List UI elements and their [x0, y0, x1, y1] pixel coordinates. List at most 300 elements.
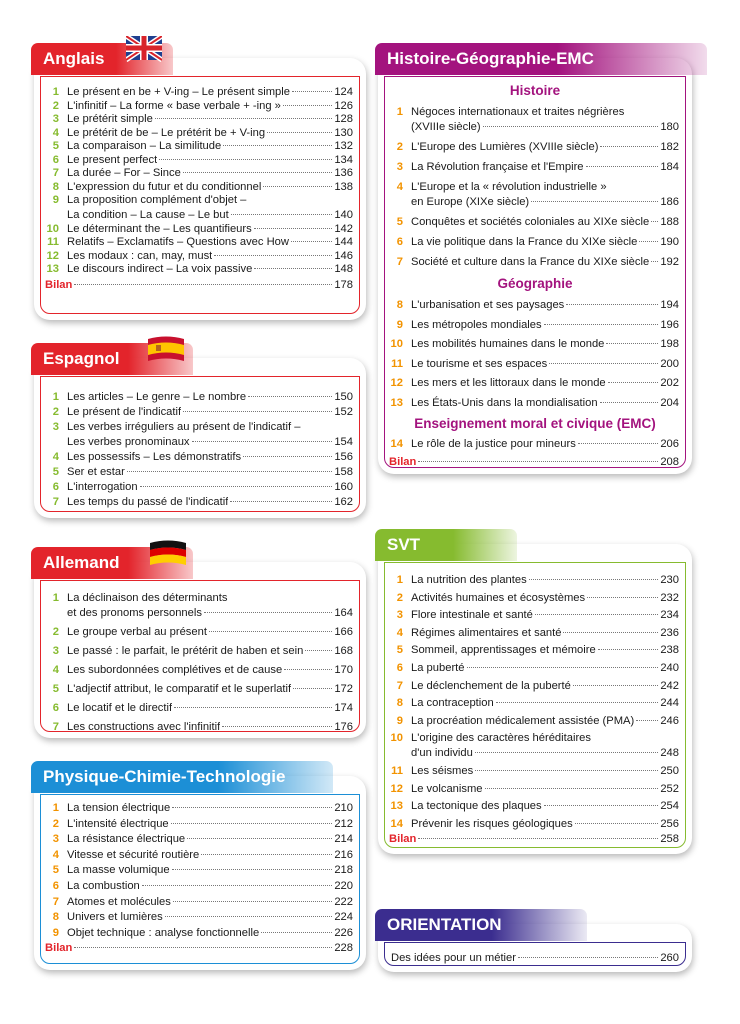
chapter-number: 7 — [52, 167, 59, 179]
chapter-title: Le déclenchement de la puberté — [411, 679, 571, 692]
page-number: 200 — [660, 357, 679, 370]
chapter-title: Le present perfect — [67, 153, 158, 166]
leader-dots — [248, 396, 332, 397]
page-number: 214 — [334, 833, 353, 846]
page-number: 202 — [660, 377, 679, 389]
leader-dots — [172, 807, 332, 808]
chapter-number: 1 — [52, 86, 59, 98]
page-number: 206 — [660, 438, 679, 450]
svt-title: SVT — [375, 529, 517, 561]
espagnol-title: Espagnol — [31, 343, 193, 375]
chapter-title: La puberté — [411, 662, 465, 674]
page-number: 240 — [660, 662, 679, 674]
leader-dots — [74, 947, 332, 948]
histoire-box — [378, 49, 692, 474]
page-number: 144 — [334, 236, 353, 248]
chapter-number: 4 — [52, 126, 59, 139]
chapter-title: Le prétérit de be – Le prétérit be + V-ing — [67, 126, 266, 139]
chapter-number: 3 — [396, 609, 403, 622]
page-number: 176 — [334, 721, 353, 733]
page-number: 236 — [660, 626, 679, 639]
leader-dots — [636, 720, 658, 721]
page-number: 244 — [660, 697, 679, 710]
leader-dots — [192, 441, 333, 442]
chapter-number: 13 — [46, 263, 59, 275]
chapter-title: et des pronoms personnels — [67, 607, 202, 619]
page-number: 210 — [334, 802, 353, 814]
page-number: 230 — [660, 574, 679, 586]
anglais-title: Anglais — [31, 43, 173, 75]
chapter-title: Le locatif et le directif — [67, 702, 173, 714]
chapter-title: Relatifs – Exclamatifs – Questions avec How — [67, 236, 289, 248]
chapter-title: Le présent en be + V-ing – Le présent simple — [67, 86, 290, 98]
leader-dots — [284, 669, 332, 670]
chapter-title: Le tourisme et ses espaces — [411, 357, 548, 370]
chapter-number: 12 — [390, 782, 403, 795]
chapter-number: 7 — [396, 679, 403, 692]
leader-dots — [183, 172, 333, 173]
chapter-title: Les possessifs – Les démonstratifs — [67, 451, 242, 463]
orientation-title: ORIENTATION — [375, 909, 587, 941]
chapter-title: L'urbanisation et ses paysages — [411, 299, 565, 311]
allemand-box — [34, 553, 366, 738]
page-number: 180 — [660, 121, 679, 133]
page-number: 250 — [660, 765, 679, 777]
chapter-number: 4 — [52, 664, 59, 676]
anglais-box — [34, 49, 366, 320]
page-number: 130 — [334, 126, 353, 139]
page-number: 188 — [660, 216, 679, 228]
bilan-label: Bilan — [389, 456, 417, 468]
leader-dots — [261, 932, 332, 933]
chapter-number: 6 — [396, 236, 403, 248]
page-number: 258 — [660, 833, 679, 846]
chapter-number: 2 — [396, 591, 403, 604]
chapter-title: La contraception — [411, 697, 494, 710]
page-number: 146 — [334, 249, 353, 262]
page-number: 172 — [334, 683, 353, 695]
chapter-title: Les mers et les littoraux dans le monde — [411, 377, 606, 389]
anglais-list — [40, 76, 360, 314]
chapter-number: 5 — [52, 683, 59, 695]
leader-dots — [566, 304, 658, 305]
chapter-number: 9 — [396, 318, 403, 331]
allemand-title: Allemand — [31, 547, 193, 579]
page-number: 158 — [334, 466, 353, 478]
leader-dots — [651, 261, 658, 262]
page-number: 154 — [334, 436, 353, 448]
leader-dots — [254, 228, 333, 229]
chapter-title: Des idées pour un métier — [391, 952, 516, 964]
chapter-number: 1 — [52, 592, 59, 604]
chapter-number: 14 — [390, 817, 403, 830]
section-subtitle: Histoire — [509, 83, 561, 98]
page-number: 182 — [660, 141, 679, 153]
page-number: 140 — [334, 209, 353, 221]
toc-entry-line1: Négoces internationaux et traites négrières — [411, 106, 625, 118]
chapter-number: 1 — [396, 574, 403, 586]
page-number: 260 — [660, 952, 679, 964]
page-number: 246 — [660, 714, 679, 727]
chapter-number: 7 — [396, 256, 403, 268]
chapter-title: Vitesse et sécurité routière — [67, 848, 200, 861]
leader-dots — [183, 411, 332, 412]
leader-dots — [531, 201, 658, 202]
espagnol-box — [34, 349, 366, 518]
page-number: 170 — [334, 664, 353, 676]
leader-dots — [172, 869, 333, 870]
chapter-title: Activités humaines et écosystèmes — [411, 591, 586, 604]
leader-dots — [291, 241, 332, 242]
page-number: 138 — [334, 180, 353, 193]
chapter-title: La masse volumique — [67, 864, 170, 877]
leader-dots — [140, 486, 333, 487]
chapter-number: 6 — [52, 880, 59, 892]
chapter-title: Ser et estar — [67, 466, 125, 478]
leader-dots — [209, 631, 332, 632]
leader-dots — [204, 612, 332, 613]
toc-entry-line1: L'origine des caractères héréditaires — [411, 732, 591, 745]
chapter-number: 5 — [52, 864, 59, 877]
page-number: 152 — [334, 406, 353, 418]
chapter-title: La durée – For – Since — [67, 167, 181, 179]
chapter-title: Société et culture dans la France du XIXe siècle — [411, 256, 650, 268]
page-number: 248 — [660, 747, 679, 760]
chapter-number: 1 — [52, 391, 59, 403]
section-subtitle: Géographie — [497, 276, 573, 291]
chapter-title: L'adjectif attribut, le comparatif et le superlatif — [67, 683, 292, 695]
leader-dots — [467, 667, 659, 668]
chapter-title: La tectonique des plaques — [411, 800, 542, 813]
leader-dots — [74, 284, 332, 285]
leader-dots — [600, 146, 658, 147]
page-number: 224 — [334, 911, 353, 924]
page-number: 254 — [660, 800, 679, 813]
chapter-number: 5 — [52, 466, 59, 478]
leader-dots — [475, 752, 658, 753]
page-number: 204 — [660, 396, 679, 409]
page-number: 178 — [334, 278, 353, 291]
chapter-title: Le volcanisme — [411, 782, 483, 795]
chapter-title: (XVIIIe siècle) — [411, 121, 481, 133]
page-number: 156 — [334, 451, 353, 463]
chapter-title: Prévenir les risques géologiques — [411, 817, 573, 830]
section-subtitle: Enseignement moral et civique (EMC) — [414, 416, 656, 431]
chapter-title: Les temps du passé de l'indicatif — [67, 496, 229, 508]
leader-dots — [142, 885, 333, 886]
chapter-title: Les modaux : can, may, must — [67, 249, 213, 262]
page-number: 134 — [334, 153, 353, 166]
leader-dots — [283, 105, 332, 106]
chapter-title: La combustion — [67, 880, 140, 892]
chapter-number: 3 — [52, 645, 59, 657]
leader-dots — [606, 343, 658, 344]
chapter-title: Les mobilités humaines dans le monde — [411, 338, 605, 350]
chapter-title: La vie politique dans la France du XIXe siècle — [411, 236, 638, 248]
chapter-title: Le rôle de la justice pour mineurs — [411, 438, 576, 450]
chapter-title: La tension électrique — [67, 802, 171, 814]
toc-entry-line1: Les verbes irréguliers au présent de l'indicatif – — [67, 421, 301, 433]
histoire-list — [384, 76, 686, 468]
page-number: 212 — [334, 817, 353, 830]
page-number: 166 — [334, 626, 353, 638]
chapter-title: Régimes alimentaires et santé — [411, 626, 562, 639]
leader-dots — [214, 255, 332, 256]
toc-entry-line1: La proposition complément d'objet – — [67, 194, 247, 206]
page-number: 222 — [334, 895, 353, 908]
page-number: 132 — [334, 140, 353, 152]
page-number: 124 — [334, 86, 353, 98]
chapter-title: Les métropoles mondiales — [411, 318, 542, 331]
page-number: 194 — [660, 299, 679, 311]
leader-dots — [171, 823, 333, 824]
leader-dots — [159, 159, 332, 160]
page-number: 218 — [334, 864, 353, 877]
page-number: 148 — [334, 263, 353, 275]
chapter-number: 6 — [396, 662, 403, 674]
chapter-title: La comparaison – La similitude — [67, 140, 222, 152]
page-number: 226 — [334, 926, 353, 939]
leader-dots — [573, 685, 658, 686]
leader-dots — [544, 324, 659, 325]
chapter-number: 2 — [52, 99, 59, 112]
leader-dots — [293, 688, 332, 689]
page-number: 256 — [660, 817, 679, 830]
leader-dots — [418, 461, 658, 462]
chapter-number: 11 — [47, 236, 59, 248]
page-number: 192 — [660, 256, 679, 268]
chapter-number: 12 — [390, 377, 403, 389]
physique-title: Physique-Chimie-Technologie — [31, 761, 333, 793]
page-number: 234 — [660, 609, 679, 622]
chapter-number: 11 — [391, 765, 403, 777]
page-number: 174 — [334, 702, 353, 714]
page-number: 252 — [660, 782, 679, 795]
chapter-number: 9 — [52, 194, 59, 206]
leader-dots — [305, 650, 332, 651]
leader-dots — [651, 221, 658, 222]
leader-dots — [231, 214, 333, 215]
chapter-number: 5 — [396, 644, 403, 657]
chapter-number: 4 — [396, 181, 403, 193]
leader-dots — [535, 614, 658, 615]
chapter-title: L'infinitif – La forme « base verbale + -ing » — [67, 99, 281, 112]
toc-entry-line1: L'Europe et la « révolution industrielle » — [411, 181, 607, 193]
page-number: 208 — [660, 456, 679, 468]
physique-box — [34, 767, 366, 970]
leader-dots — [243, 456, 332, 457]
uk-flag-icon — [126, 36, 162, 62]
chapter-number: 7 — [52, 721, 59, 733]
allemand-list — [40, 580, 360, 732]
chapter-number: 14 — [390, 438, 403, 450]
page-number: 232 — [660, 591, 679, 604]
leader-dots — [544, 805, 659, 806]
chapter-title: L'interrogation — [67, 481, 138, 493]
chapter-title: Le discours indirect – La voix passive — [67, 263, 253, 275]
leader-dots — [254, 268, 332, 269]
chapter-number: 4 — [52, 848, 59, 861]
page-number: 162 — [334, 496, 353, 508]
leader-dots — [201, 854, 332, 855]
leader-dots — [174, 707, 332, 708]
chapter-number: 13 — [390, 800, 403, 813]
chapter-title: Les États-Unis dans la mondialisation — [411, 396, 598, 409]
chapter-title: Atomes et molécules — [67, 895, 171, 908]
chapter-number: 10 — [46, 222, 59, 235]
chapter-title: Le groupe verbal au présent — [67, 626, 207, 638]
chapter-title: Objet technique : analyse fonctionnelle — [67, 926, 260, 939]
chapter-number: 7 — [52, 895, 59, 908]
page-number: 160 — [334, 481, 353, 493]
chapter-number: 4 — [396, 626, 403, 639]
chapter-number: 1 — [396, 106, 403, 118]
leader-dots — [598, 649, 659, 650]
svt-box — [378, 535, 692, 854]
chapter-title: Conquêtes et sociétés coloniales au XIXe siècle — [411, 216, 650, 228]
leader-dots — [600, 402, 659, 403]
chapter-title: L'expression du futur et du conditionnel — [67, 180, 262, 193]
chapter-title: Les articles – Le genre – Le nombre — [67, 391, 247, 403]
chapter-number: 2 — [52, 626, 59, 638]
page-number: 190 — [660, 236, 679, 248]
toc-entry-line1: La déclinaison des déterminants — [67, 592, 228, 604]
chapter-title: La procréation médicalement assistée (PMA) — [411, 714, 635, 727]
chapter-title: d'un individu — [411, 747, 473, 760]
chapter-number: 6 — [52, 702, 59, 714]
germany-flag-icon — [150, 540, 186, 568]
chapter-number: 5 — [396, 216, 403, 228]
orientation-box — [378, 915, 692, 972]
chapter-number: 8 — [52, 180, 59, 193]
bilan-label: Bilan — [389, 833, 417, 846]
chapter-title: Le déterminant the – Les quantifieurs — [67, 222, 252, 235]
page-number: 186 — [660, 196, 679, 208]
chapter-number: 8 — [396, 697, 403, 710]
leader-dots — [222, 726, 332, 727]
bilan-label: Bilan — [45, 942, 73, 955]
spain-flag-icon — [148, 336, 184, 364]
chapter-title: La Révolution française et l'Empire — [411, 161, 584, 173]
leader-dots — [518, 957, 658, 958]
chapter-title: Les verbes pronominaux — [67, 436, 190, 448]
chapter-title: en Europe (XIXe siècle) — [411, 196, 530, 208]
chapter-number: 2 — [396, 141, 403, 153]
chapter-number: 6 — [52, 481, 59, 493]
leader-dots — [187, 838, 332, 839]
page-number: 136 — [334, 167, 353, 179]
leader-dots — [549, 363, 658, 364]
chapter-title: Les séismes — [411, 765, 474, 777]
leader-dots — [127, 471, 333, 472]
leader-dots — [608, 382, 659, 383]
leader-dots — [496, 702, 659, 703]
leader-dots — [230, 501, 332, 502]
page-number: 184 — [660, 161, 679, 173]
chapter-number: 7 — [52, 496, 59, 508]
page-number: 164 — [334, 607, 353, 619]
leader-dots — [563, 632, 658, 633]
leader-dots — [263, 186, 332, 187]
page-number: 150 — [334, 391, 353, 403]
chapter-title: La condition – La cause – Le but — [67, 209, 229, 221]
chapter-title: Flore intestinale et santé — [411, 609, 533, 622]
bilan-label: Bilan — [45, 278, 73, 291]
leader-dots — [223, 145, 332, 146]
leader-dots — [578, 443, 659, 444]
page-number: 228 — [334, 942, 353, 955]
leader-dots — [475, 770, 658, 771]
physique-list — [40, 794, 360, 964]
leader-dots — [529, 579, 659, 580]
page-number: 242 — [660, 679, 679, 692]
leader-dots — [586, 166, 659, 167]
chapter-title: Le prétérit simple — [67, 113, 153, 125]
chapter-title: L'intensité électrique — [67, 817, 169, 830]
chapter-number: 3 — [396, 161, 403, 173]
page-number: 126 — [334, 99, 353, 112]
page-number: 128 — [334, 113, 353, 125]
chapter-number: 6 — [52, 153, 59, 166]
chapter-number: 10 — [390, 338, 403, 350]
chapter-number: 13 — [390, 396, 403, 409]
leader-dots — [165, 916, 333, 917]
chapter-title: La résistance électrique — [67, 833, 186, 846]
leader-dots — [267, 132, 332, 133]
leader-dots — [485, 788, 659, 789]
chapter-title: Le présent de l'indicatif — [67, 406, 182, 418]
espagnol-list — [40, 376, 360, 512]
leader-dots — [483, 126, 659, 127]
chapter-title: La nutrition des plantes — [411, 574, 527, 586]
chapter-number: 8 — [52, 911, 59, 924]
chapter-title: Les subordonnées complétives et de cause — [67, 664, 283, 676]
leader-dots — [418, 838, 658, 839]
chapter-title: Sommeil, apprentissages et mémoire — [411, 644, 596, 657]
page-number: 196 — [660, 318, 679, 331]
chapter-number: 2 — [52, 406, 59, 418]
chapter-number: 11 — [391, 357, 403, 370]
chapter-title: Les constructions avec l'infinitif — [67, 721, 221, 733]
page-number: 216 — [334, 848, 353, 861]
leader-dots — [639, 241, 658, 242]
chapter-number: 3 — [52, 833, 59, 846]
leader-dots — [587, 597, 658, 598]
leader-dots — [173, 901, 332, 902]
orientation-list — [384, 942, 686, 966]
chapter-number: 9 — [52, 926, 59, 939]
histoire-title: Histoire-Géographie-EMC — [375, 43, 707, 75]
chapter-title: L'Europe des Lumières (XVIIIe siècle) — [411, 141, 599, 153]
page-number: 198 — [660, 338, 679, 350]
page-number: 142 — [334, 222, 353, 235]
chapter-number: 9 — [396, 714, 403, 727]
chapter-number: 3 — [52, 421, 59, 433]
chapter-title: Univers et lumières — [67, 911, 163, 924]
chapter-number: 10 — [390, 732, 403, 745]
chapter-number: 4 — [52, 451, 59, 463]
chapter-number: 8 — [396, 299, 403, 311]
chapter-number: 12 — [46, 249, 59, 262]
page-number: 238 — [660, 644, 679, 657]
chapter-number: 5 — [52, 140, 59, 152]
leader-dots — [155, 118, 333, 119]
page-number: 168 — [334, 645, 353, 657]
chapter-title: Le passé : le parfait, le prétérit de haben et sein — [67, 645, 304, 657]
chapter-number: 2 — [52, 817, 59, 830]
leader-dots — [575, 823, 659, 824]
chapter-number: 3 — [52, 113, 59, 125]
